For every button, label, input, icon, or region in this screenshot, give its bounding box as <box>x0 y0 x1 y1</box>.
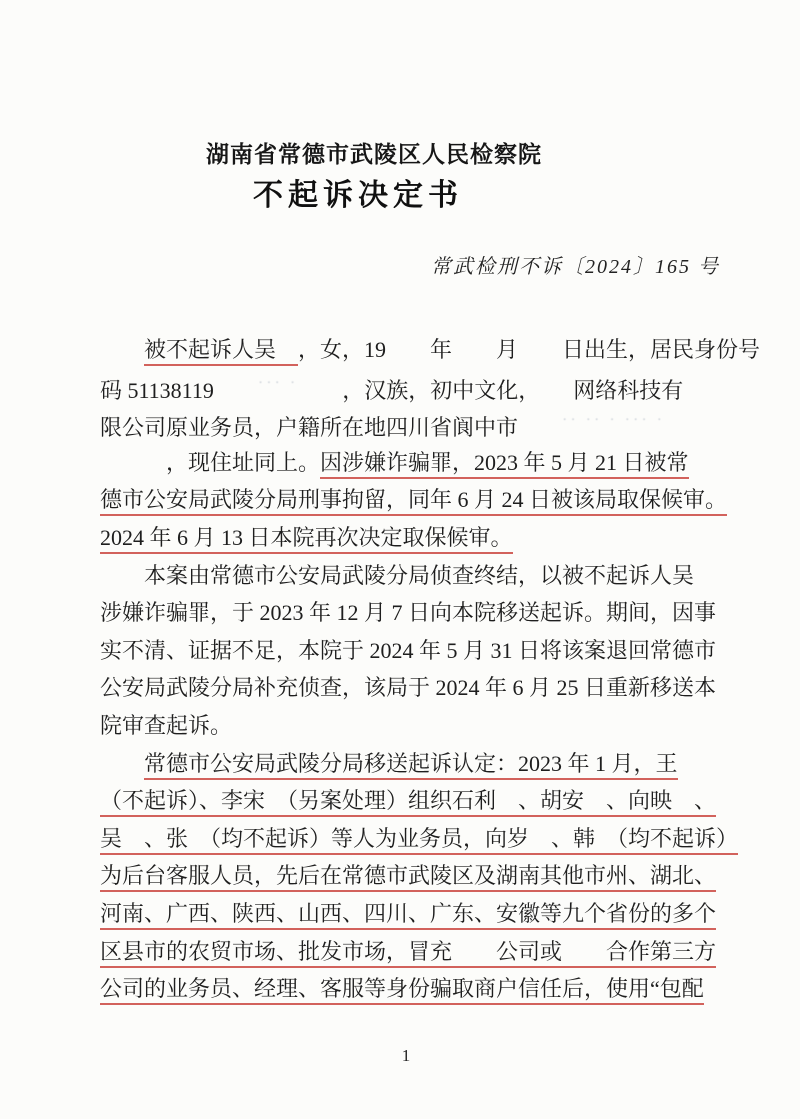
redaction-smudge: ˙˙ ˙˙ ˙ ˙˙˙ ˙ <box>562 416 665 434</box>
red-underlined-text: 河南、广西、陕西、山西、四川、广东、安徽等九个省份的多个 <box>100 901 716 930</box>
text-line <box>100 632 740 670</box>
red-underlined-text: （不起诉）、李宋 （另案处理）组织石利 、胡安 、向映 、 <box>100 788 716 817</box>
text-segment: 码 51138119 <box>100 377 258 403</box>
text-line <box>100 782 740 820</box>
text-segment <box>100 450 166 475</box>
redaction-smudge: ˙˙˙ ˙ <box>257 378 299 396</box>
text-segment: 院审查起诉。 <box>100 712 233 738</box>
text-segment <box>100 337 144 362</box>
text-segment: 限公司原业务员，户籍所在地四川省阆中市 <box>100 415 563 441</box>
red-underlined-text: 德市公安局武陵分局刑事拘留，同年 6 月 24 日被该局取保候审。 <box>100 487 727 516</box>
red-underlined-text: 因涉嫌诈骗罪，2023 年 5 月 21 日被常 <box>320 450 689 479</box>
red-underlined-text: 吴 、张 （均不起诉）等人为业务员，向岁 、韩 （均不起诉） <box>100 826 738 855</box>
text-segment: 公安局武陵分局补充侦查，该局于 2024 年 6 月 25 日重新移送本 <box>100 675 717 701</box>
text-line <box>100 707 740 745</box>
document-body <box>100 331 761 1008</box>
text-line <box>100 406 740 444</box>
issuing-authority: 湖南省常德市武陵区人民检察院 <box>206 142 542 167</box>
text-segment: 网络科技有 <box>573 377 684 403</box>
text-segment: 涉嫌诈骗罪，于 2023 年 12 月 7 日向本院移送起诉。期间，因事 <box>100 600 717 626</box>
red-underlined-text: 公司的业务员、经理、客服等身份骗取商户信任后，使用“包配 <box>100 976 704 1005</box>
page-number: 1 <box>401 1046 411 1065</box>
text-segment: ，现住址同上。 <box>166 449 321 475</box>
text-line <box>100 481 740 519</box>
text-line <box>100 820 740 858</box>
text-line <box>100 444 740 482</box>
text-line <box>100 857 740 895</box>
text-line <box>100 970 740 1008</box>
text-segment: 本案由常德市公安局武陵分局侦查终结，以被不起诉人吴 <box>100 562 695 588</box>
text-line <box>100 369 740 407</box>
text-segment <box>100 751 144 776</box>
red-underlined-text: 常德市公安局武陵分局移送起诉认定：2023 年 1 月，王 <box>144 751 678 780</box>
red-underlined-text: 2024 年 6 月 13 日本院再次决定取保候审。 <box>100 525 513 554</box>
text-line <box>100 933 740 971</box>
text-line <box>100 895 740 933</box>
text-segment: ，汉族，初中文化， <box>298 377 574 403</box>
red-underlined-text: 为后台客服人员，先后在常德市武陵区及湖南其他市州、湖北、 <box>100 863 716 892</box>
text-line <box>100 669 740 707</box>
red-underlined-text: 被不起诉人吴 <box>144 337 298 366</box>
case-number: 常武检刑不诉〔2024〕165 号 <box>431 256 720 278</box>
text-line <box>100 745 740 783</box>
text-line <box>100 331 761 369</box>
text-line <box>100 519 740 557</box>
document-title: 不起诉决定书 <box>253 179 463 212</box>
text-segment: ，女，19 年 月 日出生，居民身份号 <box>298 337 761 362</box>
text-line <box>100 557 740 595</box>
text-line <box>100 594 740 632</box>
text-segment: 实不清、证据不足，本院于 2024 年 5 月 31 日将该案退回常德市 <box>100 637 717 663</box>
red-underlined-text: 区县市的农贸市场、批发市场，冒充 公司或 合作第三方 <box>100 939 716 968</box>
